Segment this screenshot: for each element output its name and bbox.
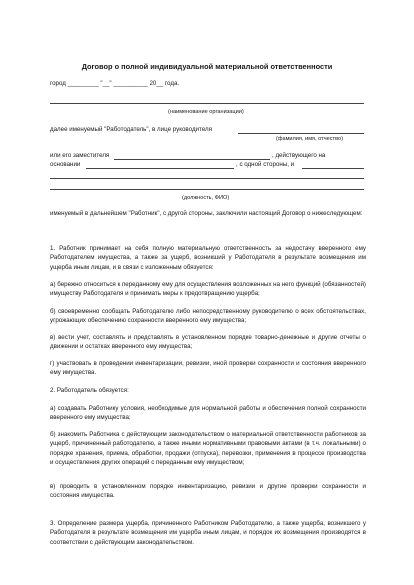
clause-2: 2. Работодатель обязуется: xyxy=(50,387,129,394)
city-date-line: город _________ "__" __________ 20__ года. xyxy=(50,80,180,87)
employee-blank-3 xyxy=(50,189,364,190)
intro-paragraph: именуемый в дальнейшем "Работник", с другой стороны, заключили настоящий Договор о нижеследующем: xyxy=(50,210,363,217)
party-one-text: , с одной стороны, и xyxy=(236,161,295,168)
organization-blank xyxy=(50,103,364,104)
employer-line: далее именуемый "Работодатель", в лице руководителя xyxy=(50,126,212,133)
basis-blank xyxy=(86,168,234,169)
deputy-text: или его заместителя xyxy=(50,152,110,159)
clause-1v: в) вести учет, составлять и представлять в установленном порядке товарно-денежные и другие отчеты о движении и остатках вверенного ему имущества; xyxy=(50,334,366,351)
employee-blank xyxy=(302,168,364,169)
head-name-blank xyxy=(238,133,364,134)
document-title: Договор о полной индивидуальной материальной ответственности xyxy=(81,62,333,71)
clause-1b: б) своевременно сообщать Работодателю либо непосредственному руководителю о всех обстоятельствах, угрожающих обеспечению сохранности вверенного ему имущества; xyxy=(50,308,366,325)
clause-2v: в) проводить в установленном порядке инвентаризацию, ревизии и другие проверки сохранности и состояния имущества. xyxy=(50,483,366,500)
clause-2a: а) создавать Работнику условия, необходимые для нормальной работы и обеспечения полной сохранности вверенного ему имущества; xyxy=(50,405,366,422)
position-caption: (должность, ФИО) xyxy=(182,195,230,201)
deputy-blank xyxy=(114,159,270,160)
clause-1a: а) бережно относиться к переданному ему для осуществления возложенных на него функций (обязанностей) имуществу Работодателя и принимать меры к предотвращению ущерба; xyxy=(50,281,366,298)
employee-blank-2 xyxy=(50,178,364,179)
acting-text: , действующего на xyxy=(272,152,326,159)
fio-caption: (фамилия, имя, отчество) xyxy=(276,136,343,142)
organization-caption: (наименование организации) xyxy=(168,109,244,115)
clause-2b: б) знакомить Работника с действующим законодательством о материальной ответственности работников за ущерб, причиненный работодателю, а также иными нормативными правовыми актами (в т.ч. локальными) о порядке хранения, приема, обработки, продажи (отпуска), перевозки, применения в процессе производства и осуществления других операций с переданным ему имуществом; xyxy=(50,431,366,466)
clause-3: 3. Определение размера ущерба, причиненного Работником Работодателю, а также ущерба, возникшего у Работодателя в результате возмещения им ущерба иным лицам, и порядок их возмещения производятся в соответствии с действующим законодательством. xyxy=(50,520,366,546)
clause-1: 1. Работник принимает на себя полную материальную ответственность за недостачу вверенного ему Работодателем имущества, а также за ущерб, возникший у Работодателя в результате возмещения им ущерба иным лицам, и в связи с изложенным обязуется: xyxy=(50,245,366,271)
basis-text: основании xyxy=(50,161,81,168)
clause-1g: г) участвовать в проведении инвентаризации, ревизии, иной проверки сохранности и состояния вверенного ему имущества. xyxy=(50,360,366,377)
